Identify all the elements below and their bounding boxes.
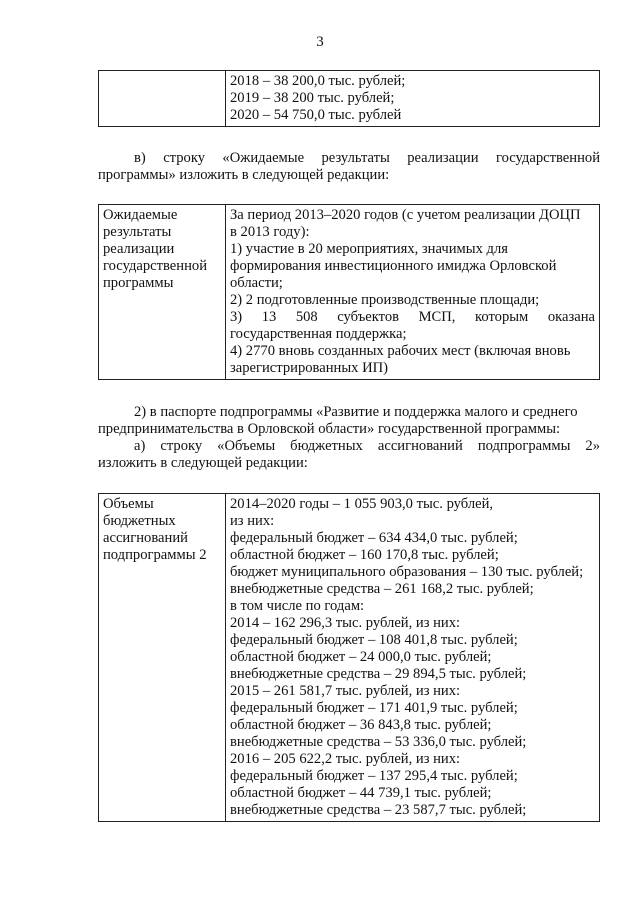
table-line: области; xyxy=(230,275,283,291)
table-line: федеральный бюджет – 634 434,0 тыс. рублей; xyxy=(230,530,518,546)
table-line: внебюджетные средства – 53 336,0 тыс. рублей; xyxy=(230,734,527,750)
table-label-cell xyxy=(99,205,226,380)
table-label-cell xyxy=(99,494,226,822)
label-line: Объемы xyxy=(103,496,154,512)
table-line: формирования инвестиционного имиджа Орловской xyxy=(230,258,557,274)
paragraph-line: предпринимательства в Орловской области» государственной программы: xyxy=(98,421,561,437)
label-line: Ожидаемые xyxy=(103,207,178,223)
table-value-cell xyxy=(226,494,600,822)
table-line: в 2013 году): xyxy=(230,224,310,240)
table-value-cell xyxy=(226,71,600,127)
table-row xyxy=(99,71,600,127)
table-line: государственная поддержка; xyxy=(230,326,407,342)
label-line: бюджетных xyxy=(103,513,176,529)
table-line: областной бюджет – 24 000,0 тыс. рублей; xyxy=(230,649,492,665)
table-line: внебюджетные средства – 261 168,2 тыс. рублей; xyxy=(230,581,534,597)
paragraph-subprogram-passport xyxy=(98,404,600,472)
table-line: 4) 2770 вновь созданных рабочих мест (включая вновь xyxy=(230,343,571,359)
table-line: 3) 13 508 субъектов МСП, которым оказана xyxy=(230,309,595,325)
table-line: 2014 – 162 296,3 тыс. рублей, из них: xyxy=(230,615,461,631)
table-line: в том числе по годам: xyxy=(230,598,365,614)
table-line: бюджет муниципального образования – 130 тыс. рублей; xyxy=(230,564,584,580)
table-row xyxy=(99,494,600,822)
table-line: областной бюджет – 160 170,8 тыс. рублей; xyxy=(230,547,499,563)
table-line: 2018 – 38 200,0 тыс. рублей; xyxy=(230,73,406,89)
table-line: 2020 – 54 750,0 тыс. рублей xyxy=(230,107,402,123)
paragraph-expected-results xyxy=(98,150,600,184)
label-line: программы xyxy=(103,275,174,291)
table-line: областной бюджет – 44 739,1 тыс. рублей; xyxy=(230,785,492,801)
table-value-cell xyxy=(226,205,600,380)
table-line: 1) участие в 20 мероприятиях, значимых для xyxy=(230,241,508,257)
label-line: государственной xyxy=(103,258,208,274)
label-line: результаты xyxy=(103,224,172,240)
label-line: ассигнований xyxy=(103,530,188,546)
paragraph-line: в) строку «Ожидаемые результаты реализации государственной xyxy=(134,150,600,166)
table-line: внебюджетные средства – 29 894,5 тыс. рублей; xyxy=(230,666,527,682)
expected-results-table xyxy=(98,204,600,380)
funding-years-table xyxy=(98,70,600,127)
label-line: реализации xyxy=(103,241,175,257)
table-line: 2019 – 38 200 тыс. рублей; xyxy=(230,90,395,106)
table-line: 2016 – 205 622,2 тыс. рублей, из них: xyxy=(230,751,461,767)
table-line: За период 2013–2020 годов (с учетом реализации ДОЦП xyxy=(230,207,581,223)
table-line: 2014–2020 годы – 1 055 903,0 тыс. рублей, xyxy=(230,496,494,512)
paragraph-line: а) строку «Объемы бюджетных ассигнований подпрограммы 2» xyxy=(134,438,600,454)
table-line: областной бюджет – 36 843,8 тыс. рублей; xyxy=(230,717,492,733)
table-line: из них: xyxy=(230,513,275,529)
table-label-cell xyxy=(99,71,226,127)
table-line: 2) 2 подготовленные производственные площади; xyxy=(230,292,540,308)
paragraph-line: 2) в паспорте подпрограммы «Развитие и поддержка малого и среднего xyxy=(134,404,578,420)
table-line: 2015 – 261 581,7 тыс. рублей, из них: xyxy=(230,683,461,699)
label-line: подпрограммы 2 xyxy=(103,547,207,563)
table-line: федеральный бюджет – 108 401,8 тыс. рублей; xyxy=(230,632,518,648)
table-line: внебюджетные средства – 23 587,7 тыс. рублей; xyxy=(230,802,527,818)
table-line: зарегистрированных ИП) xyxy=(230,360,389,376)
paragraph-line: программы» изложить в следующей редакции: xyxy=(98,167,390,183)
budget-allocations-table xyxy=(98,493,600,822)
table-row xyxy=(99,205,600,380)
page-number: 3 xyxy=(316,34,324,50)
paragraph-line: изложить в следующей редакции: xyxy=(98,455,308,471)
table-line: федеральный бюджет – 137 295,4 тыс. рублей; xyxy=(230,768,518,784)
table-line: федеральный бюджет – 171 401,9 тыс. рублей; xyxy=(230,700,518,716)
